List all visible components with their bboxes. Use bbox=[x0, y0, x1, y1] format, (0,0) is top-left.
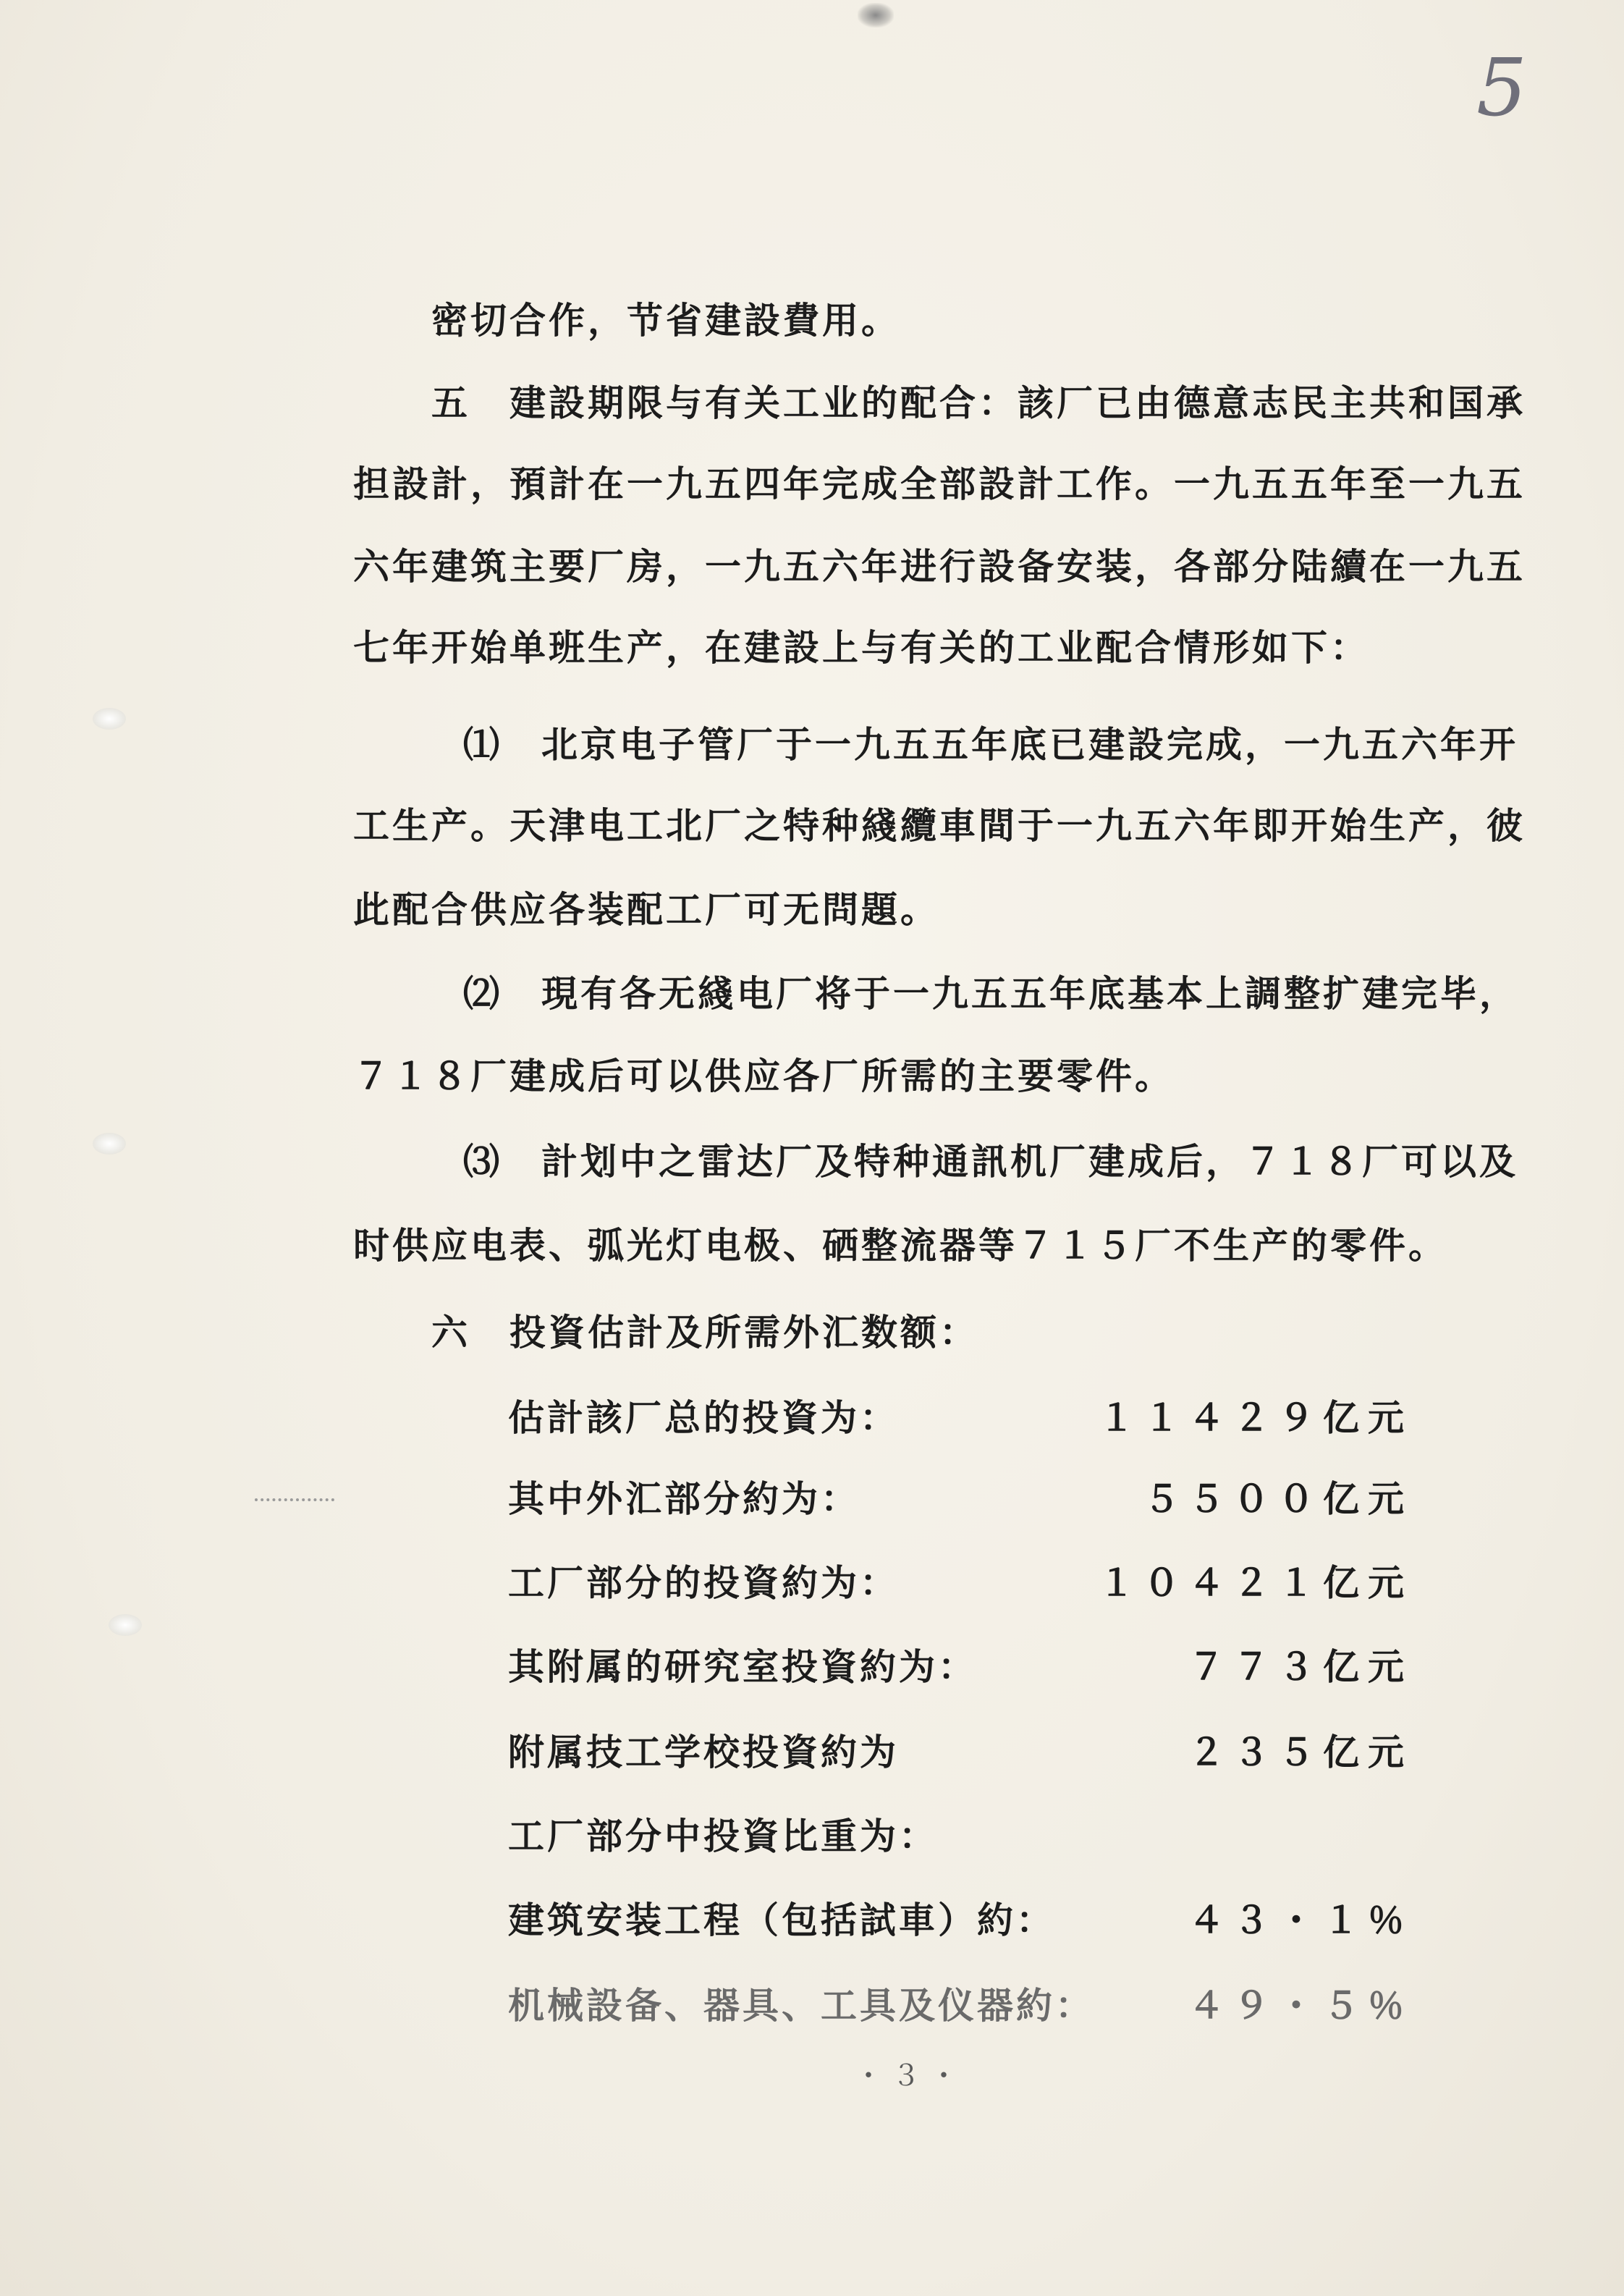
row-value: ７７３亿元 bbox=[1188, 1645, 1413, 1688]
text-line: ⑵ 現有各无綫电厂将于一九五五年底基本上調整扩建完毕， bbox=[463, 972, 1518, 1015]
text-line: ⑴ 北京电子管厂于一九五五年底已建設完成，一九五六年开 bbox=[463, 723, 1518, 766]
investment-row bbox=[508, 1811, 1413, 1862]
row-value: １１４２９亿元 bbox=[1099, 1396, 1413, 1439]
investment-row bbox=[508, 1642, 1413, 1692]
text-line: ７１８厂建成后可以供应各厂所需的主要零件。 bbox=[353, 1055, 1174, 1097]
investment-row bbox=[508, 1558, 1413, 1608]
row-value: ２３５亿元 bbox=[1188, 1731, 1413, 1773]
investment-row bbox=[508, 1474, 1413, 1524]
investment-row bbox=[508, 1980, 1413, 2031]
row-label: 建筑安装工程（包括試車）約： bbox=[508, 1899, 1055, 1941]
page-number: ・３・ bbox=[854, 2059, 967, 2093]
row-label: 机械設备、器具、工具及仪器約： bbox=[508, 1984, 1094, 2027]
row-value: ４９・５％ bbox=[1188, 1984, 1413, 2027]
text-line: 担設計，預計在一九五四年完成全部設計工作。一九五五年至一九五 bbox=[353, 463, 1526, 505]
text-line: ⑶ 計划中之雷达厂及特种通訊机厂建成后，７１８厂可以及 bbox=[463, 1140, 1518, 1183]
section-heading: 五 建設期限与有关工业的配合：該厂已由德意志民主共和国承 bbox=[431, 381, 1526, 424]
investment-row bbox=[508, 1895, 1413, 1946]
text-line: 时供应电表、弧光灯电极、硒整流器等７１５厂不生产的零件。 bbox=[353, 1224, 1447, 1267]
row-label: 工厂部分中投資比重为： bbox=[508, 1815, 938, 1857]
row-label: 其附属的研究室投資約为： bbox=[508, 1645, 977, 1688]
punch-hole bbox=[93, 708, 126, 730]
punch-hole bbox=[93, 1133, 126, 1155]
text-line: 密切合作，节省建設費用。 bbox=[431, 299, 900, 342]
ink-stain bbox=[858, 3, 894, 28]
row-label: 工厂部分的投資約为： bbox=[508, 1561, 899, 1604]
text-line: 六年建筑主要厂房，一九五六年进行設备安装，各部分陆續在一九五 bbox=[353, 545, 1526, 588]
row-value: ５５００亿元 bbox=[1143, 1477, 1413, 1520]
text-line: 工生产。天津电工北厂之特种綫纜車間于一九五六年即开始生产，彼 bbox=[353, 804, 1526, 847]
row-value: ４３・１％ bbox=[1188, 1899, 1413, 1941]
row-label: 估計該厂总的投資为： bbox=[508, 1396, 899, 1439]
investment-row bbox=[508, 1393, 1413, 1443]
investment-row bbox=[508, 1727, 1413, 1778]
handwritten-page-mark: 5 bbox=[1476, 41, 1527, 134]
section-heading: 六 投資估計及所需外汇数额： bbox=[431, 1311, 978, 1354]
row-value: １０４２１亿元 bbox=[1099, 1561, 1413, 1604]
row-label: 附属技工学校投資約为 bbox=[508, 1731, 899, 1773]
text-line: 七年开始单班生产，在建設上与有关的工业配合情形如下： bbox=[353, 626, 1369, 669]
text-line: 此配合供应各装配工厂可无問題。 bbox=[353, 888, 939, 931]
punch-hole bbox=[109, 1614, 142, 1636]
row-label: 其中外汇部分約为： bbox=[508, 1477, 860, 1520]
margin-mark bbox=[255, 1498, 334, 1504]
